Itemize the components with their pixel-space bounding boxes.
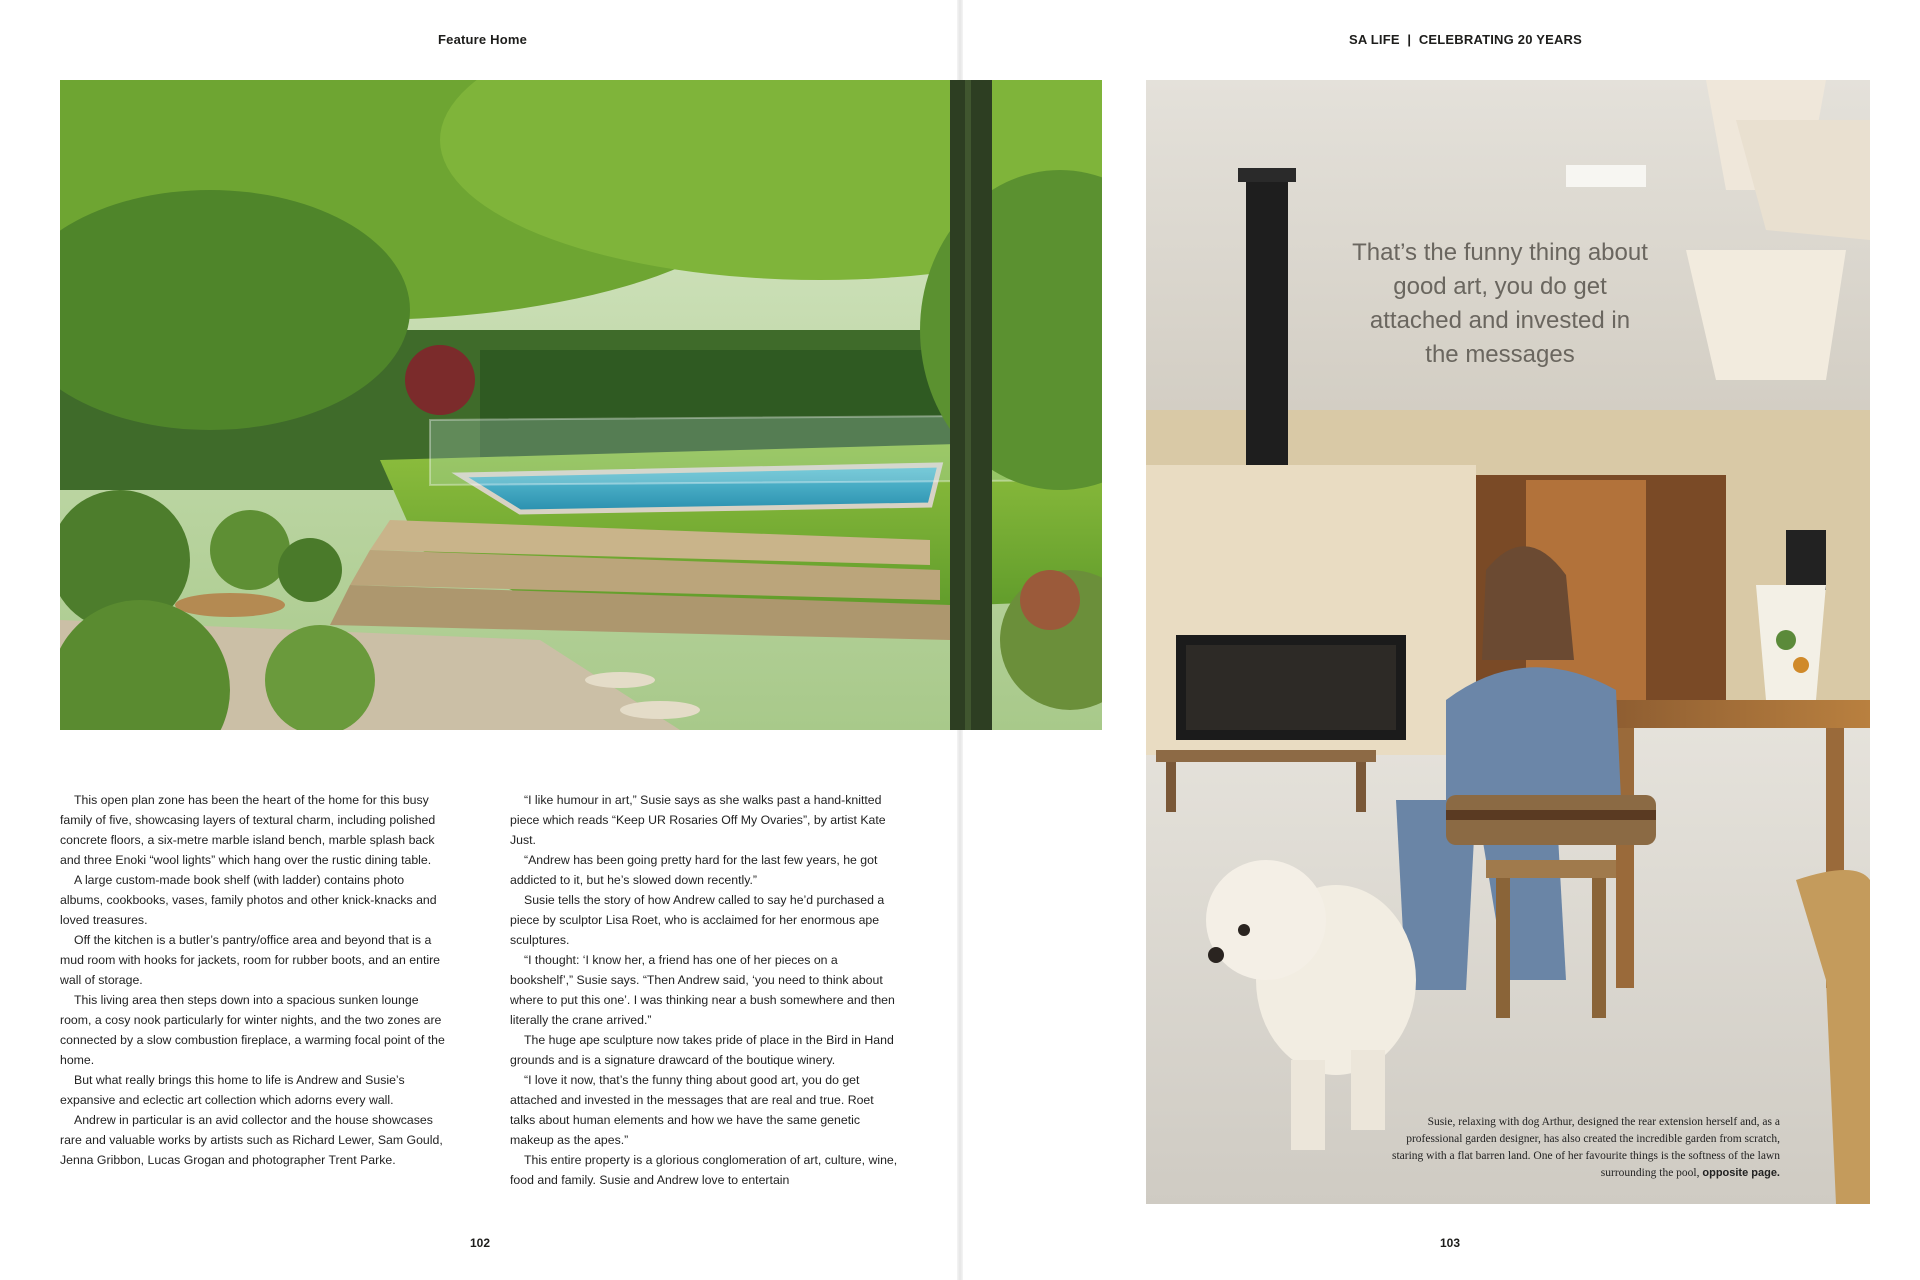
paragraph: “I love it now, that’s the funny thing about good art, you do get attached and invested in the messages that are real and true. Roet talks about human elements and how we have the same genetic makeup as the apes.” <box>510 1073 874 1147</box>
running-head-right: SA LIFE | CELEBRATING 20 YEARS <box>1349 32 1582 47</box>
paragraph: “I like humour in art,” Susie says as she walks past a hand-knitted piece which reads “Keep UR Rosaries Off My Ovaries”, by artist Kate Just. <box>510 793 886 847</box>
paragraph: This open plan zone has been the heart of the home for this busy family of five, showcasing layers of textural charm, including polished concrete floors, a six-metre marble island bench, marble splash back and three Enoki “wool lights” which hang over the rustic dining table. <box>60 793 436 867</box>
paragraph: This entire property is a glorious conglomeration of art, culture, wine, food and family. Susie and Andrew love to entertain <box>510 1153 898 1187</box>
caption-bold: opposite page. <box>1702 1167 1780 1179</box>
body-column-1 <box>60 790 450 1170</box>
paragraph: The huge ape sculpture now takes pride of place in the Bird in Hand grounds and is a signature drawcard of the boutique winery. <box>510 1033 894 1067</box>
garden-pool-photo <box>60 80 1102 730</box>
running-head-left: Feature Home <box>438 32 528 47</box>
paragraph: A large custom-made book shelf (with ladder) contains photo albums, cookbooks, vases, family photos and other knick-knacks and loved treasures. <box>60 873 437 927</box>
paragraph: But what really brings this home to life is Andrew and Susie’s expansive and eclectic art collection which adorns every wall. <box>60 1073 405 1107</box>
caption-text: Susie, relaxing with dog Arthur, designed the rear extension herself and, as a professional garden designer, has also created the incredible garden from scratch, staring with a flat barren land. One of her favourite things is the softness of the lawn surrounding the pool, <box>1391 1116 1780 1179</box>
paragraph: Off the kitchen is a butler’s pantry/office area and beyond that is a mud room with hooks for jackets, room for rubber boots, and an entire wall of storage. <box>60 933 441 987</box>
page-number-right: 103 <box>1440 1236 1461 1250</box>
body-column-2 <box>510 790 900 1190</box>
garden-photo-illustration <box>60 80 1102 730</box>
paragraph: Andrew in particular is an avid collector and the house showcases rare and valuable works by artists such as Richard Lewer, Sam Gould, Jenna Gribbon, Lucas Grogan and photographer Trent Parke. <box>60 1113 443 1167</box>
page-number-left: 102 <box>470 1236 491 1250</box>
paragraph: “I thought: ‘I know her, a friend has one of her pieces on a bookshelf’,” Susie says. “Then Andrew said, ‘you need to think about where to put this one’. I was thinking near a bush somewhere and then literally the crane arrived.” <box>510 953 895 1027</box>
paragraph: This living area then steps down into a spacious sunken lounge room, a cosy nook particularly for winter nights, and the two zones are connected by a slow combustion fireplace, a warming focal point of the home. <box>60 993 445 1067</box>
photo-caption <box>1380 1114 1780 1182</box>
pull-quote: That’s the funny thing about good art, you do get attached and invested in the messages <box>1352 239 1648 368</box>
paragraph: “Andrew has been going pretty hard for the last few years, he got addicted to it, but he’s slowed down recently.” <box>510 853 878 887</box>
paragraph: Susie tells the story of how Andrew called to say he’d purchased a piece by sculptor Lisa Roet, who is acclaimed for her enormous ape sculptures. <box>510 893 885 947</box>
